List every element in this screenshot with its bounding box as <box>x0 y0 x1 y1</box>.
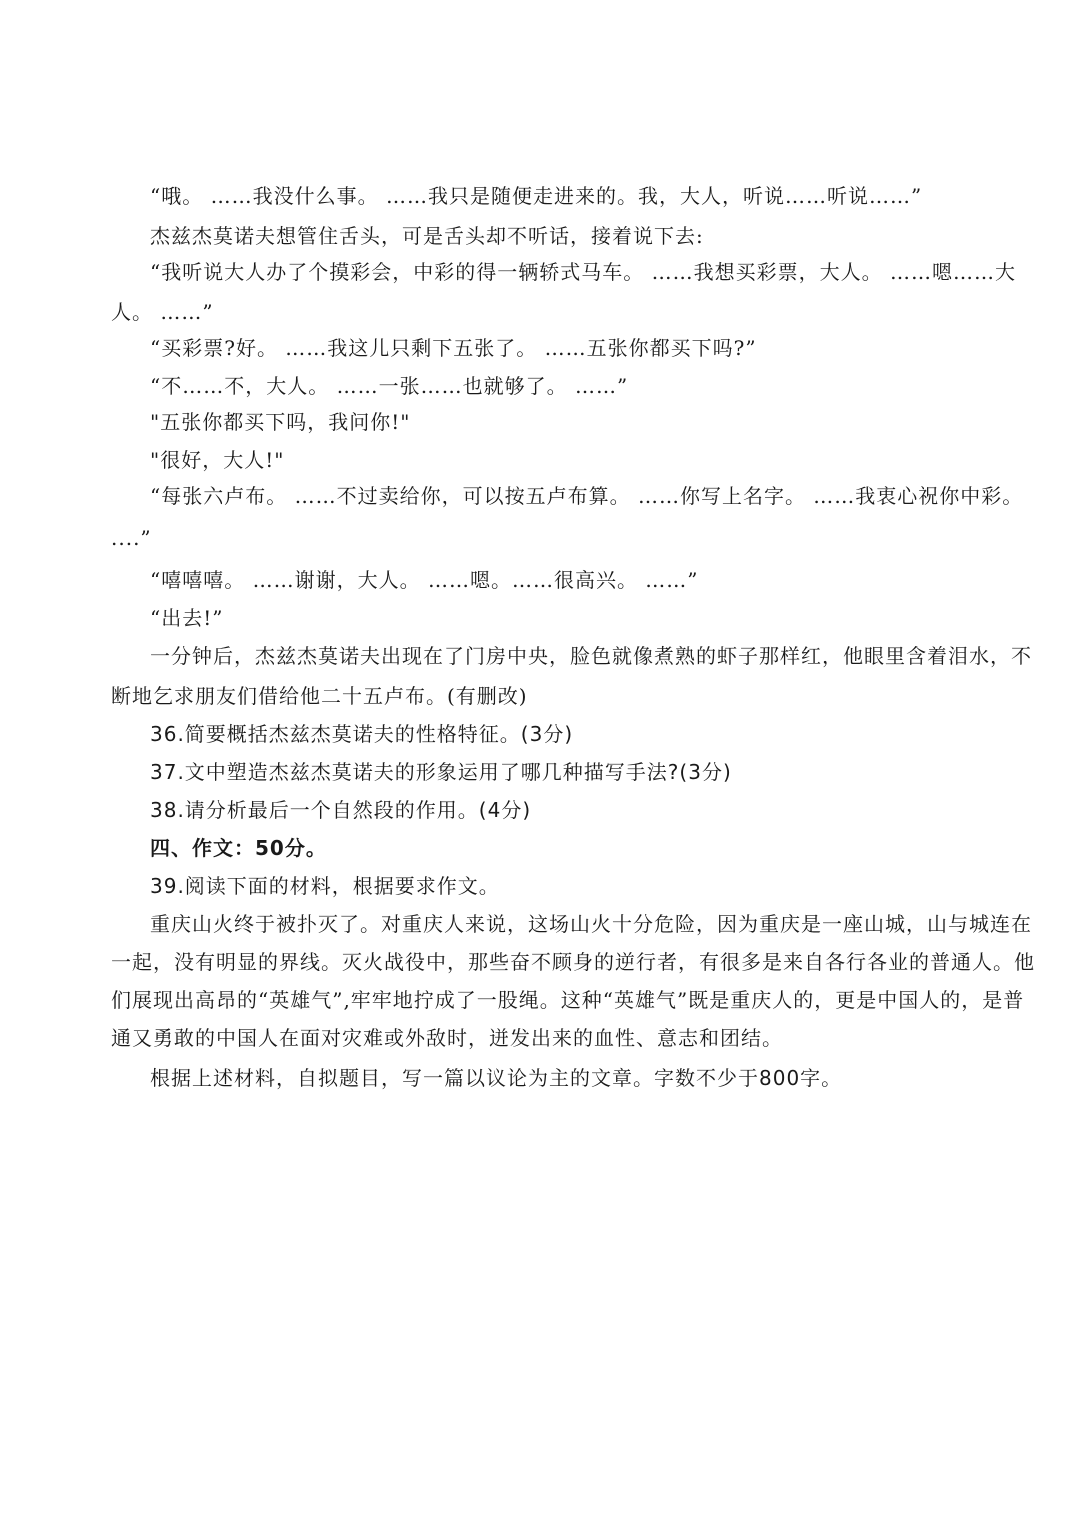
question-38: 38.请分析最后一个自然段的作用。(4分) <box>150 798 532 822</box>
writing-requirement: 根据上述材料，自拟题目，写一篇以议论为主的文章。字数不少于800字。 <box>150 1066 843 1090</box>
dialogue-line: "很好，大人!" <box>150 448 285 472</box>
dialogue-line: “出去!” <box>150 606 224 630</box>
dialogue-line: “每张六卢布。 ……不过卖给你，可以按五卢布算。 ……你写上名字。 ……我衷心祝你中彩。 <box>150 484 1024 508</box>
dialogue-line-continuation: 人。 ……” <box>111 300 214 324</box>
dialogue-line: “不……不，大人。 ……一张……也就够了。 ……” <box>150 374 629 398</box>
narration-line-continuation: 断地乞求朋友们借给他二十五卢布。(有删改) <box>111 684 528 708</box>
dialogue-line: “我听说大人办了个摸彩会，中彩的得一辆轿式马车。 ……我想买彩票，大人。 ……嗯……大 <box>150 260 1016 284</box>
question-37: 37.文中塑造杰兹杰莫诺夫的形象运用了哪几种描写手法?(3分) <box>150 760 732 784</box>
question-39: 39.阅读下面的材料，根据要求作文。 <box>150 874 500 898</box>
material-line: 重庆山火终于被扑灭了。对重庆人来说，这场山火十分危险，因为重庆是一座山城，山与城连在 <box>150 912 1032 936</box>
narration-line: 一分钟后，杰兹杰莫诺夫出现在了门房中央，脸色就像煮熟的虾子那样红，他眼里含着泪水，不 <box>150 644 1032 668</box>
dialogue-line: "五张你都买下吗，我问你!" <box>150 410 411 434</box>
material-line: 一起，没有明显的界线。灭火战役中，那些奋不顾身的逆行者，有很多是来自各行各业的普通人。他 <box>111 950 1035 974</box>
dialogue-line-continuation: ....” <box>111 526 152 550</box>
dialogue-line: “嘻嘻嘻。 ……谢谢，大人。 ……嗯。……很高兴。 ……” <box>150 568 699 592</box>
material-line: 通又勇敢的中国人在面对灾难或外敌时，迸发出来的血性、意志和团结。 <box>111 1026 783 1050</box>
dialogue-line: “买彩票?好。 ……我这儿只剩下五张了。 ……五张你都买下吗?” <box>150 336 757 360</box>
dialogue-line: “哦。 ……我没什么事。 ……我只是随便走进来的。我，大人，听说……听说……” <box>150 184 923 208</box>
narration-line: 杰兹杰莫诺夫想管住舌头，可是舌头却不听话，接着说下去: <box>150 224 704 248</box>
section-heading: 四、作文：50分。 <box>150 836 327 860</box>
question-36: 36.简要概括杰兹杰莫诺夫的性格特征。(3分) <box>150 722 574 746</box>
material-line: 们展现出高昂的“英雄气”,牢牢地拧成了一股绳。这种“英雄气”既是重庆人的，更是中国人的，是普 <box>111 988 1025 1012</box>
